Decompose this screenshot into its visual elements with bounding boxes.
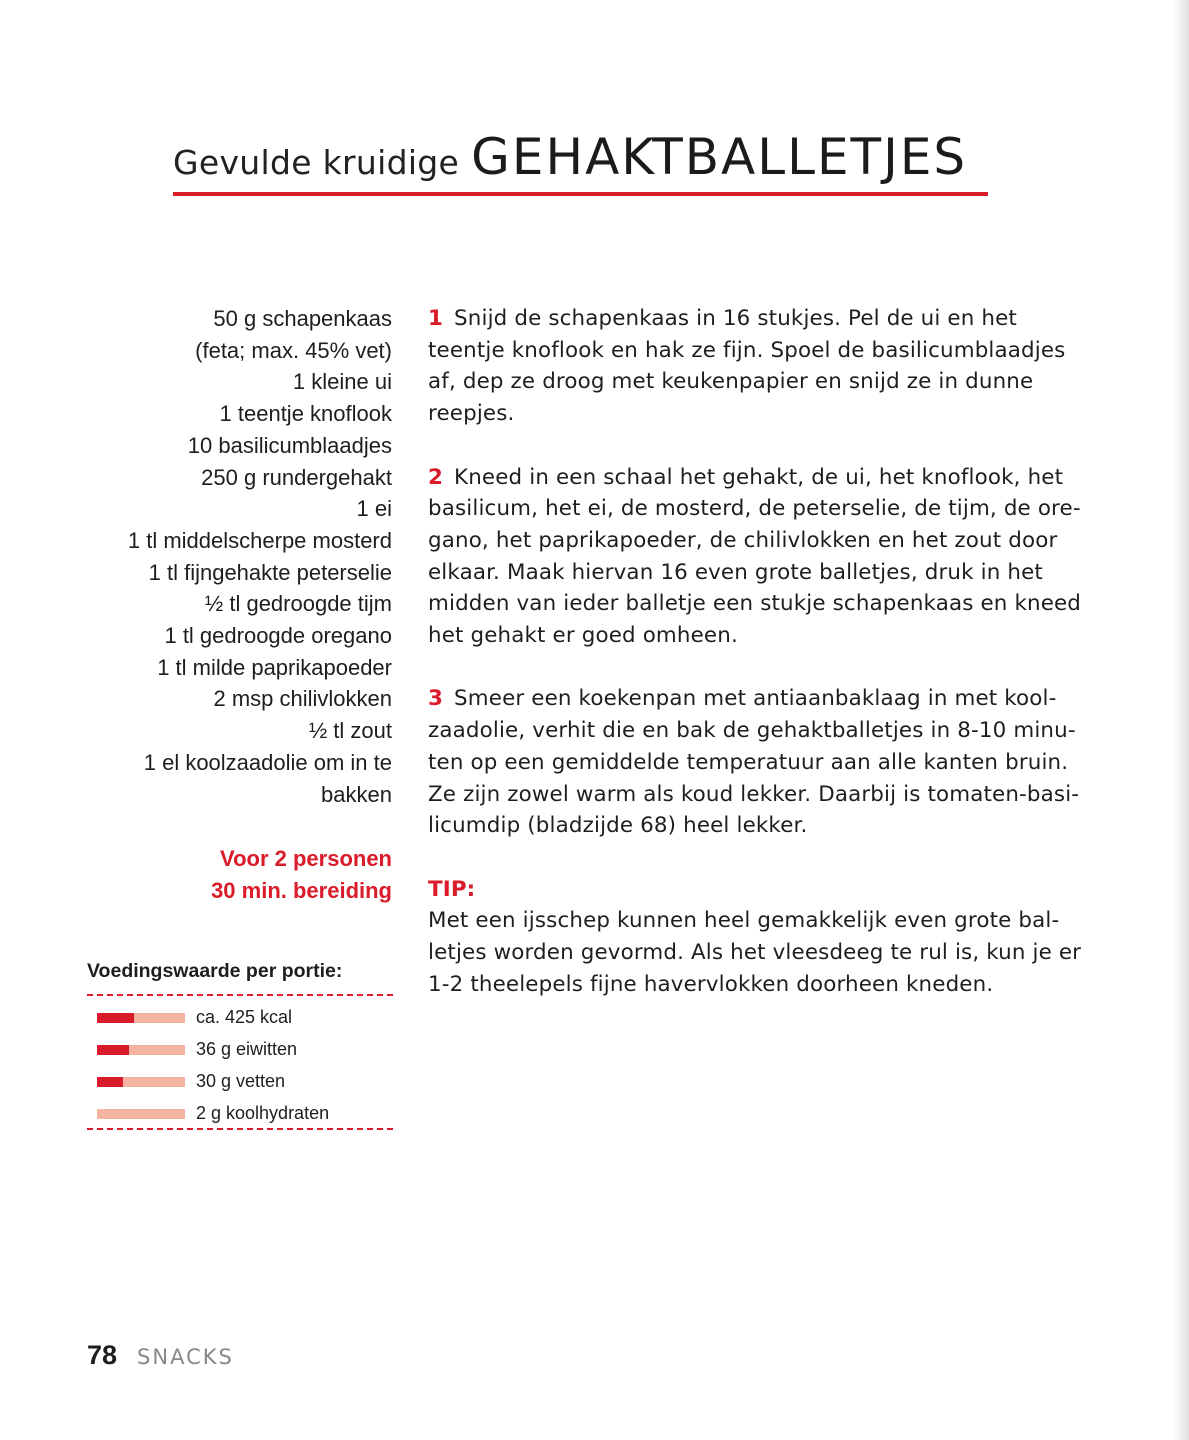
page-number: 78	[87, 1340, 118, 1370]
ingredient-line: 2 msp chilivlokken	[213, 686, 392, 712]
nutrition-label: 36 g eiwitten	[196, 1039, 298, 1059]
ingredient-line: ½ tl zout	[308, 718, 392, 744]
nutrition-divider-top	[87, 994, 393, 996]
ingredient-line: ½ tl gedroogde tijm	[204, 591, 392, 617]
recipe-title	[173, 128, 988, 186]
nutrition-row	[97, 1036, 393, 1062]
nutrition-row	[97, 1004, 393, 1030]
page-edge	[1173, 0, 1189, 1440]
servings: Voor 2 personen	[220, 846, 392, 871]
tip-text-line: letjes worden gevormd. Als het vleesdeeg te rul is, kun je er	[428, 940, 1082, 966]
nutrition-bar	[97, 1109, 185, 1119]
instructions	[428, 303, 1082, 1032]
nutrition-bar-fill	[97, 1077, 123, 1087]
nutrition-bar-fill	[97, 1013, 134, 1023]
step-text-line: Ze zijn zowel warm als koud lekker. Daarbij is tomaten-basi-	[428, 781, 1080, 807]
ingredient-line: bakken	[321, 781, 392, 807]
nutrition-divider-bottom	[87, 1128, 393, 1130]
nutrition-row	[97, 1100, 393, 1126]
step-2	[428, 462, 1082, 652]
step-text-line: elkaar. Maak hiervan 16 even grote balletjes, druk in het	[428, 559, 1043, 585]
ingredient-line: 1 kleine ui	[292, 369, 392, 395]
tip	[428, 874, 1082, 1001]
step-number: 1	[428, 306, 444, 331]
nutrition-title: Voedingswaarde per portie:	[87, 960, 343, 982]
ingredient-line: 1 tl middelscherpe mosterd	[127, 527, 392, 553]
section-name: SNACKS	[137, 1345, 234, 1369]
ingredient-line: 10 basilicumblaadjes	[187, 432, 392, 458]
step-number: 3	[428, 686, 444, 712]
ingredient-line: (feta; max. 45% vet)	[195, 337, 392, 363]
step-text-line: ten op een gemiddelde temperatuur aan alle kanten bruin.	[428, 749, 1069, 775]
nutrition-row	[97, 1068, 393, 1094]
ingredient-line: 1 ei	[356, 496, 392, 522]
nutrition-bar	[97, 1077, 185, 1087]
step-text-line: midden van ieder balletje een stukje schapenkaas en kneed	[428, 591, 1082, 617]
step-text-line: zaadolie, verhit die en bak de gehaktballetjes in 8-10 minu-	[428, 718, 1076, 744]
nutrition-label: 30 g vetten	[196, 1071, 286, 1091]
nutrition-label: ca. 425 kcal	[196, 1007, 293, 1027]
ingredients-list	[60, 303, 392, 810]
step-3	[428, 683, 1078, 842]
step-text-line: basilicum, het ei, de mosterd, de peterselie, de tijm, de ore-	[428, 496, 1081, 522]
prep-time: 30 min. bereiding	[211, 877, 392, 903]
step-text-line: Smeer een koekenpan met antiaanbaklaag in met kool-	[454, 686, 1057, 712]
tip-label: TIP:	[428, 876, 476, 902]
step-text-line: reepjes.	[428, 401, 515, 427]
page-footer	[87, 1340, 234, 1371]
ingredient-line: 1 el koolzaadolie om in te	[143, 749, 392, 775]
step-text-line: af, dep ze droog met keukenpapier en snijd ze in dunne	[428, 369, 1034, 395]
recipe-meta	[60, 843, 392, 906]
nutrition-label: 2 g koolhydraten	[196, 1103, 330, 1123]
step-text-line: het gehakt er goed omheen.	[428, 623, 738, 649]
title-underline	[173, 192, 988, 196]
step-text-line: Kneed in een schaal het gehakt, de ui, het knoflook, het	[454, 464, 1064, 490]
ingredient-line: 1 teentje knoflook	[219, 401, 392, 427]
tip-text-line: 1-2 theelepels fijne havervlokken doorheen kneden.	[428, 971, 994, 997]
ingredient-line: 1 tl fijngehakte peterselie	[148, 559, 392, 585]
nutrition-bar-fill	[97, 1045, 129, 1055]
step-text-line: teentje knoflook en hak ze fijn. Spoel de basilicumblaadjes	[428, 337, 1066, 363]
step-text-line: gano, het paprikapoeder, de chilivlokken en het zout door	[428, 527, 1058, 553]
recipe-main-title: GEHAKTBALLETJES	[471, 128, 968, 186]
ingredient-line: 50 g schapenkaas	[213, 306, 392, 331]
step-number: 2	[428, 464, 444, 490]
nutrition-bar	[97, 1045, 185, 1055]
nutrition-bar	[97, 1013, 185, 1023]
step-1	[428, 303, 1078, 430]
ingredient-line: 1 tl gedroogde oregano	[164, 623, 392, 649]
ingredient-line: 250 g rundergehakt	[201, 464, 392, 490]
ingredient-line: 1 tl milde paprikapoeder	[157, 654, 392, 680]
step-text-line: licumdip (bladzijde 68) heel lekker.	[428, 813, 808, 839]
recipe-subtitle: Gevulde kruidige	[173, 143, 460, 182]
step-text-line: Snijd de schapenkaas in 16 stukjes. Pel de ui en het	[454, 306, 1017, 331]
tip-text-line: Met een ijsschep kunnen heel gemakkelijk even grote bal-	[428, 908, 1060, 934]
